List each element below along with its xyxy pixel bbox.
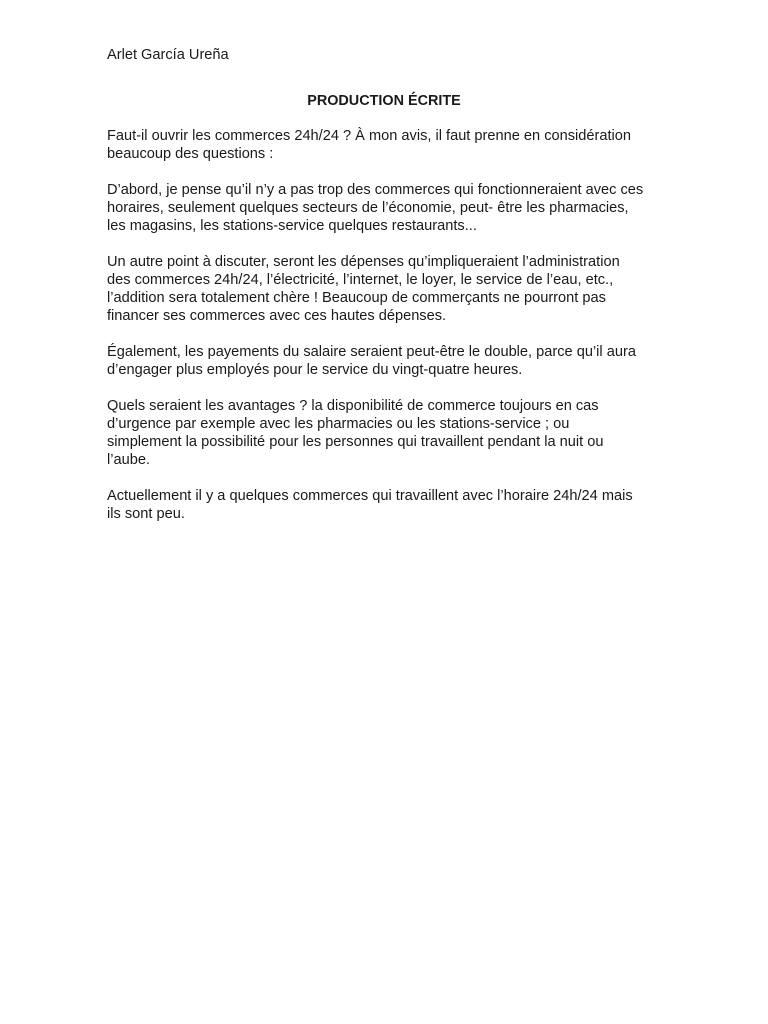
text-line: Quels seraient les avantages ? la disponibilité de commerce toujours en cas (107, 398, 599, 414)
text-line: d’engager plus employés pour le service du vingt-quatre heures. (107, 362, 523, 378)
paragraph-6 (107, 487, 667, 523)
text-line: beaucoup des questions : (107, 146, 274, 162)
text-line: D’abord, je pense qu’il n’y a pas trop des commerces qui fonctionneraient avec ces (107, 182, 644, 198)
text-line: l’aube. (107, 452, 151, 468)
author-name: Arlet García Ureña (107, 47, 229, 63)
paragraph-4 (107, 343, 667, 379)
text-line: Également, les payements du salaire seraient peut-être le double, parce qu’il aura (107, 344, 636, 360)
text-line: ils sont peu. (107, 506, 185, 522)
paragraph-2 (107, 181, 667, 235)
document-title: PRODUCTION ÉCRITE (307, 93, 461, 109)
text-line: simplement la possibilité pour les personnes qui travaillent pendant la nuit ou (107, 434, 604, 450)
text-line: Actuellement il y a quelques commerces qui travaillent avec l’horaire 24h/24 mais (107, 488, 633, 504)
paragraph-5 (107, 397, 667, 469)
text-line: des commerces 24h/24, l’électricité, l’internet, le loyer, le service de l’eau, etc., (107, 272, 614, 288)
text-line: horaires, seulement quelques secteurs de l’économie, peut- être les pharmacies, (107, 200, 629, 216)
document-body (107, 127, 667, 541)
text-line: financer ses commerces avec ces hautes dépenses. (107, 308, 447, 324)
text-line: Un autre point à discuter, seront les dépenses qu’impliqueraient l’administration (107, 254, 620, 270)
text-line: Faut-il ouvrir les commerces 24h/24 ? À mon avis, il faut prenne en considération (107, 128, 632, 144)
text-line: les magasins, les stations-service quelques restaurants... (107, 218, 477, 234)
text-line: l’addition sera totalement chère ! Beaucoup de commerçants ne pourront pas (107, 290, 606, 306)
paragraph-1 (107, 127, 667, 163)
text-line: d’urgence par exemple avec les pharmacies ou les stations-service ; ou (107, 416, 570, 432)
paragraph-3 (107, 253, 667, 325)
